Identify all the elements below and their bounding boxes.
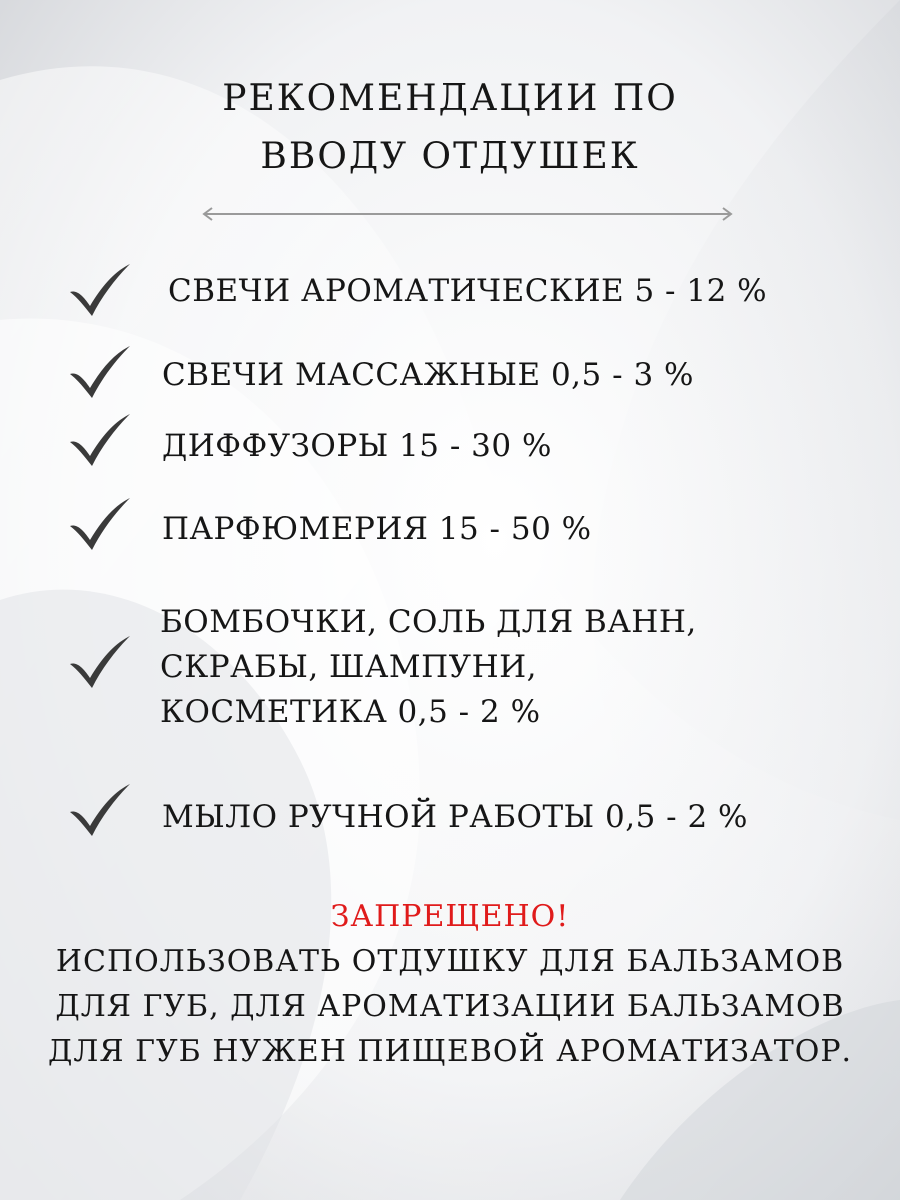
item-text: ДИФФУЗОРЫ 15 - 30 % — [162, 428, 552, 464]
item-text: СВЕЧИ АРОМАТИЧЕСКИЕ 5 - 12 % — [168, 273, 768, 309]
page-title — [0, 70, 900, 186]
title-line-1: РЕКОМЕНДАЦИИ ПО — [222, 78, 678, 119]
warning-text: ИСПОЛЬЗОВАТЬ ОТДУШКУ ДЛЯ БАЛЬЗАМОВ ДЛЯ ГУБ, ДЛЯ АРОМАТИЗАЦИИ БАЛЬЗАМОВ ДЛЯ ГУБ НУЖЕН ПИЩЕВОЙ АРОМАТИЗАТОР. — [47, 944, 853, 1069]
check-icon — [68, 412, 132, 468]
item-text: БОМБОЧКИ, СОЛЬ ДЛЯ ВАНН, СКРАБЫ, ШАМПУНИ, КОСМЕТИКА 0,5 - 2 % — [160, 604, 697, 730]
check-icon — [68, 782, 132, 838]
warning-block — [0, 895, 900, 1074]
check-icon — [68, 344, 132, 400]
double-arrow-divider — [200, 205, 735, 223]
title-line-2: ВВОДУ ОТДУШЕК — [260, 136, 640, 177]
item-text: МЫЛО РУЧНОЙ РАБОТЫ 0,5 - 2 % — [162, 799, 749, 835]
check-icon — [68, 496, 132, 552]
item-text: ПАРФЮМЕРИЯ 15 - 50 % — [162, 511, 592, 547]
check-icon — [68, 634, 132, 690]
item-text: СВЕЧИ МАССАЖНЫЕ 0,5 - 3 % — [162, 357, 694, 393]
check-icon — [68, 262, 132, 318]
warning-heading: ЗАПРЕЩЕНО! — [330, 899, 570, 934]
